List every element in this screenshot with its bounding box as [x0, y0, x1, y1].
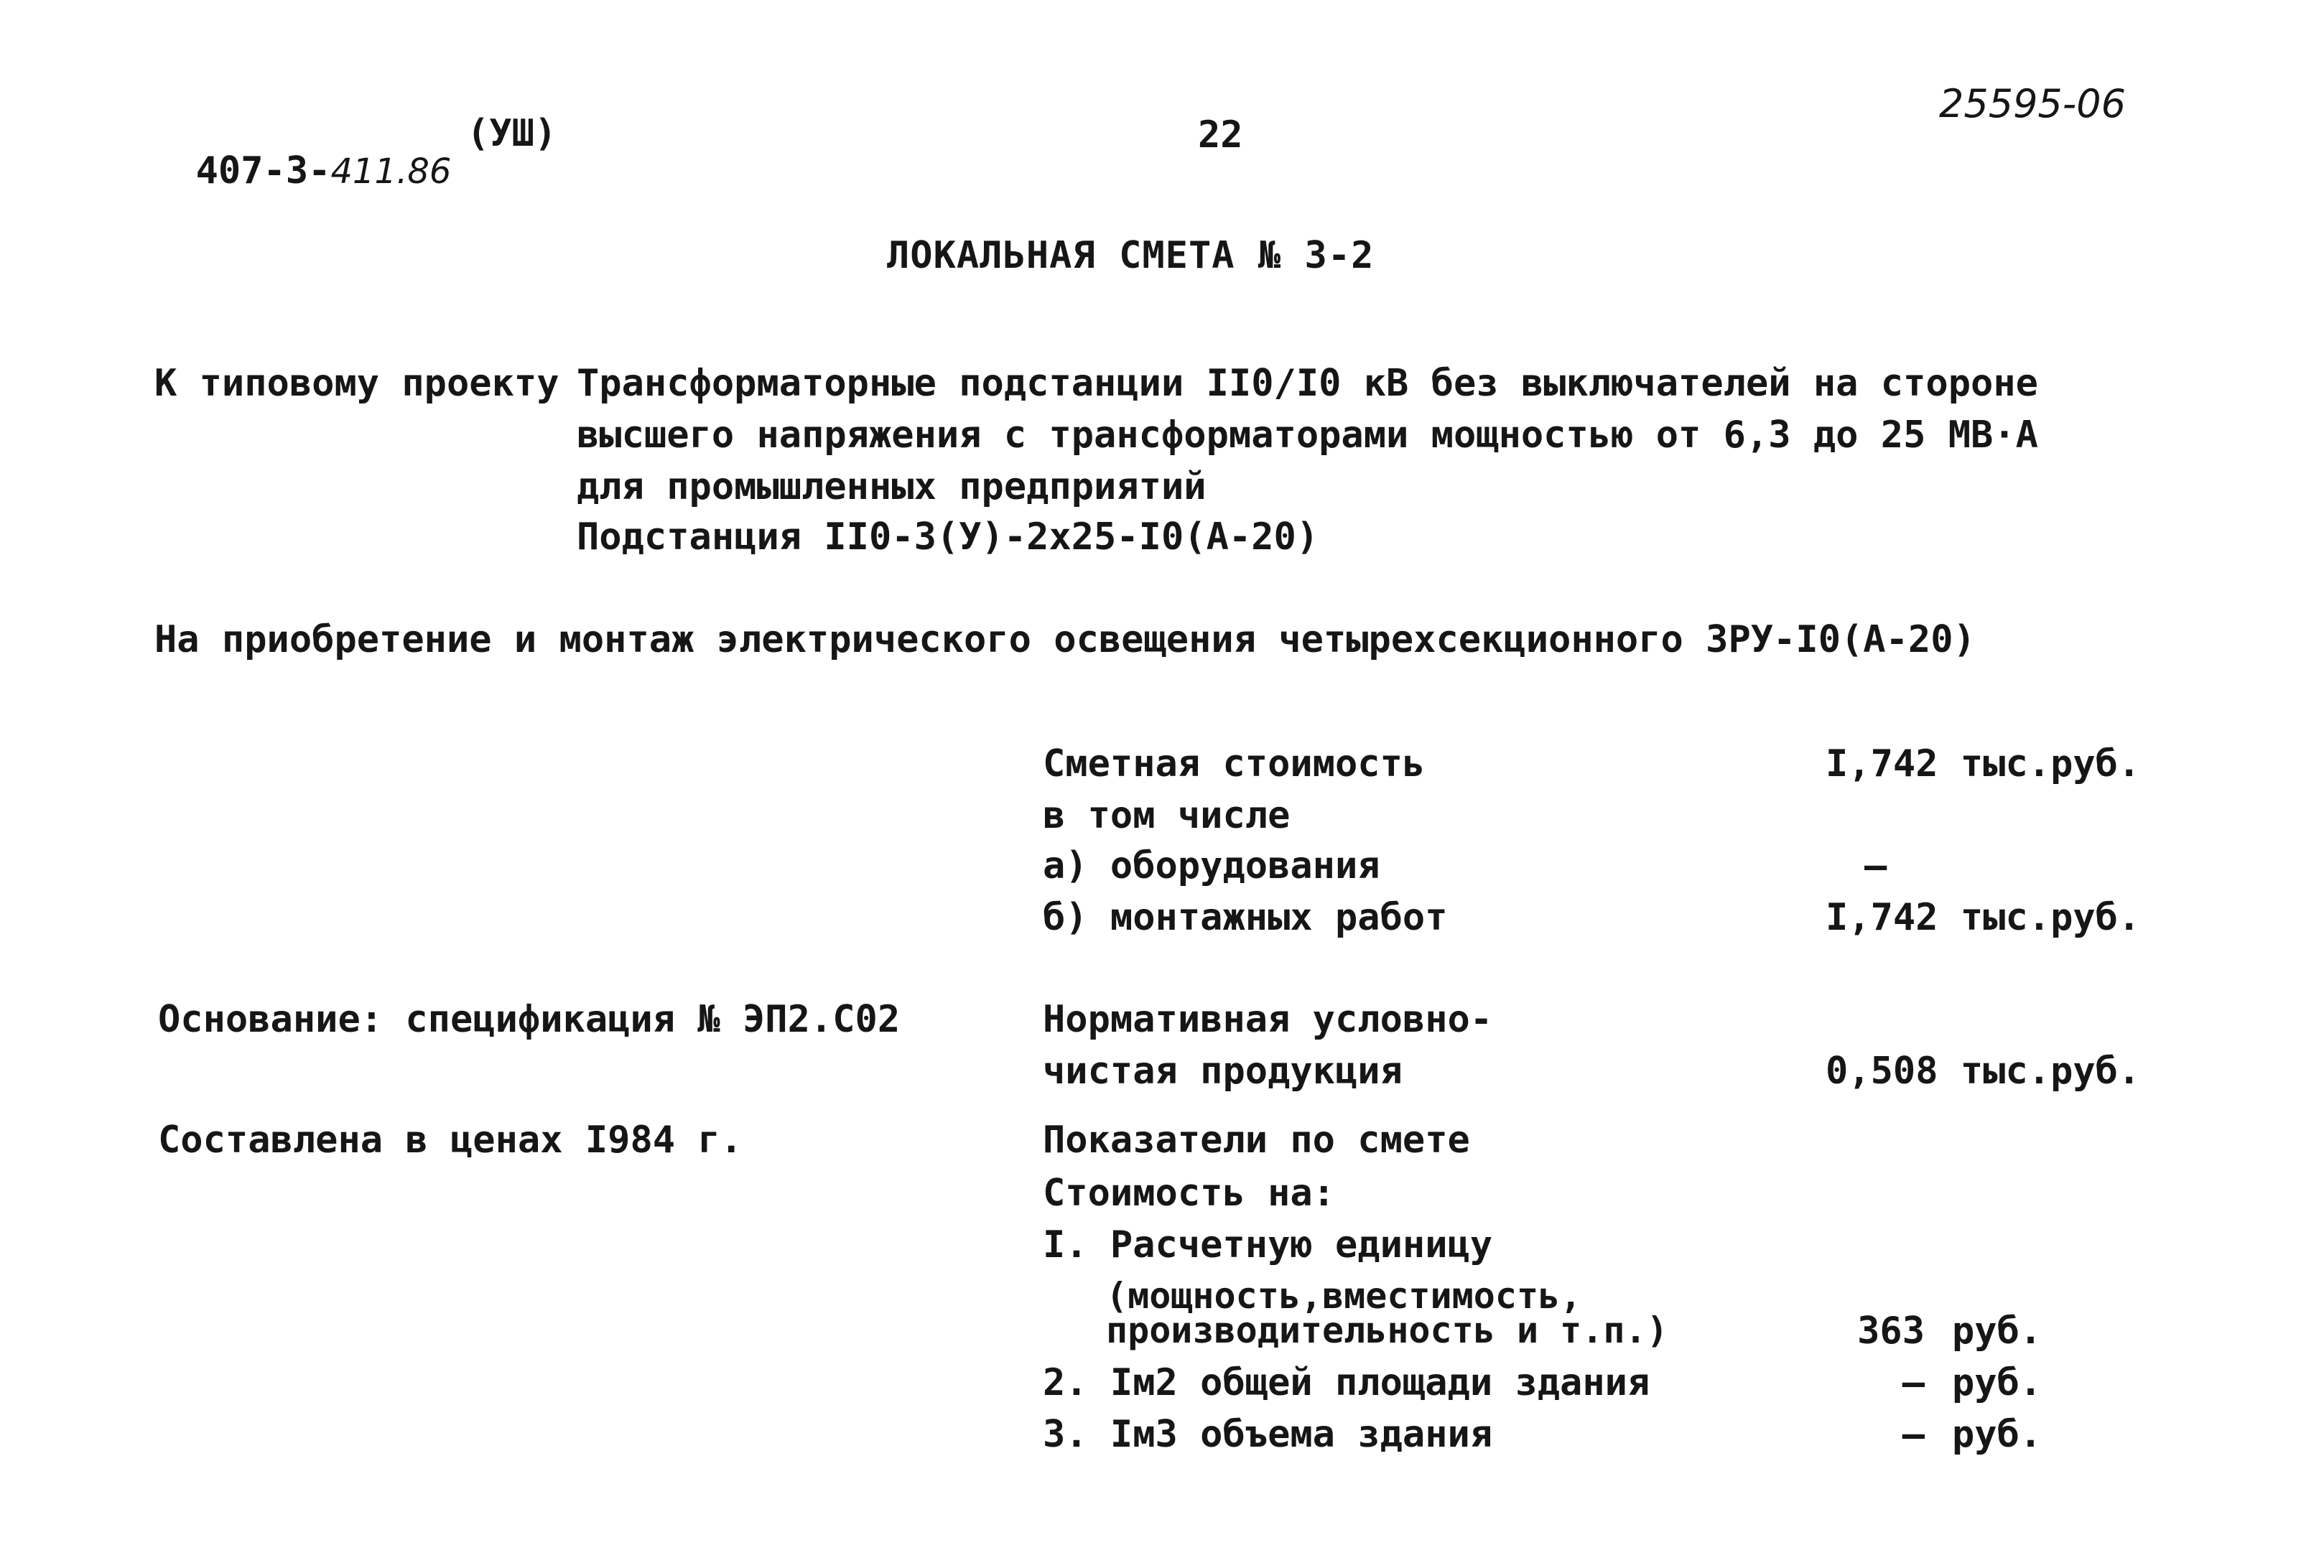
- net-output-value: 0,508 тыс.руб.: [1826, 1050, 2141, 1093]
- project-line-4: Подстанция II0-3(У)-2х25-I0(А-20): [577, 515, 1319, 559]
- project-line-3: для промышленных предприятий: [577, 465, 1207, 508]
- indicator-1-label: I. Расчетную единицу: [1043, 1223, 1493, 1266]
- project-line-2: высшего напряжения с трансформаторами мощностью от 6,3 до 25 МВ·А: [577, 414, 2038, 457]
- page-number: 22: [1198, 113, 1243, 157]
- indicator-3-unit: руб.: [1952, 1413, 2042, 1456]
- document-code-printed: 407-3-: [195, 149, 331, 192]
- net-output-label-1: Нормативная условно-: [1043, 998, 1493, 1041]
- indicator-2-value: –: [1902, 1361, 1925, 1404]
- indicator-2-label: 2. Iм2 общей площади здания: [1043, 1361, 1650, 1404]
- basis-text: Основание: спецификация № ЭП2.С02: [158, 998, 901, 1041]
- prices-text: Составлена в ценах I984 г.: [158, 1119, 743, 1162]
- indicators-title: Показатели по смете: [1043, 1119, 1470, 1162]
- page-title: ЛОКАЛЬНАЯ СМЕТА № 3-2: [887, 234, 1375, 277]
- document-volume: (УШ): [467, 112, 557, 155]
- net-output-label-2: чистая продукция: [1043, 1050, 1403, 1093]
- equipment-label: а) оборудования: [1043, 844, 1380, 887]
- cost-on-label: Стоимость на:: [1043, 1172, 1335, 1215]
- indicator-3-label: 3. Iм3 объема здания: [1043, 1413, 1493, 1456]
- indicator-1-unit: руб.: [1952, 1310, 2042, 1353]
- indicator-1-value: 363: [1857, 1310, 1925, 1353]
- project-label: К типовому проекту: [154, 362, 559, 405]
- project-line-1: Трансформаторные подстанции II0/I0 кВ без выключателей на стороне: [577, 362, 2038, 405]
- indicator-1-sub-2: производительность и т.п.): [1106, 1310, 1668, 1351]
- including-label: в том числе: [1043, 794, 1291, 837]
- indicator-2-unit: руб.: [1952, 1361, 2042, 1404]
- installation-value: I,742 тыс.руб.: [1826, 896, 2141, 939]
- indicator-3-value: –: [1902, 1413, 1925, 1456]
- document-code: [151, 115, 451, 190]
- total-cost-value: I,742 тыс.руб.: [1826, 742, 2141, 785]
- document-code-handwritten: 411.86: [330, 151, 452, 192]
- equipment-value: –: [1864, 844, 1887, 887]
- total-cost-label: Сметная стоимость: [1043, 742, 1426, 785]
- indicator-1-sub-1: (мощность,вместимость,: [1106, 1275, 1582, 1317]
- installation-label: б) монтажных работ: [1043, 896, 1448, 939]
- archive-number: 25595-06: [1939, 81, 2126, 126]
- purpose-text: На приобретение и монтаж электрического освещения четырехсекционного ЗРУ-I0(А-20): [154, 618, 1976, 661]
